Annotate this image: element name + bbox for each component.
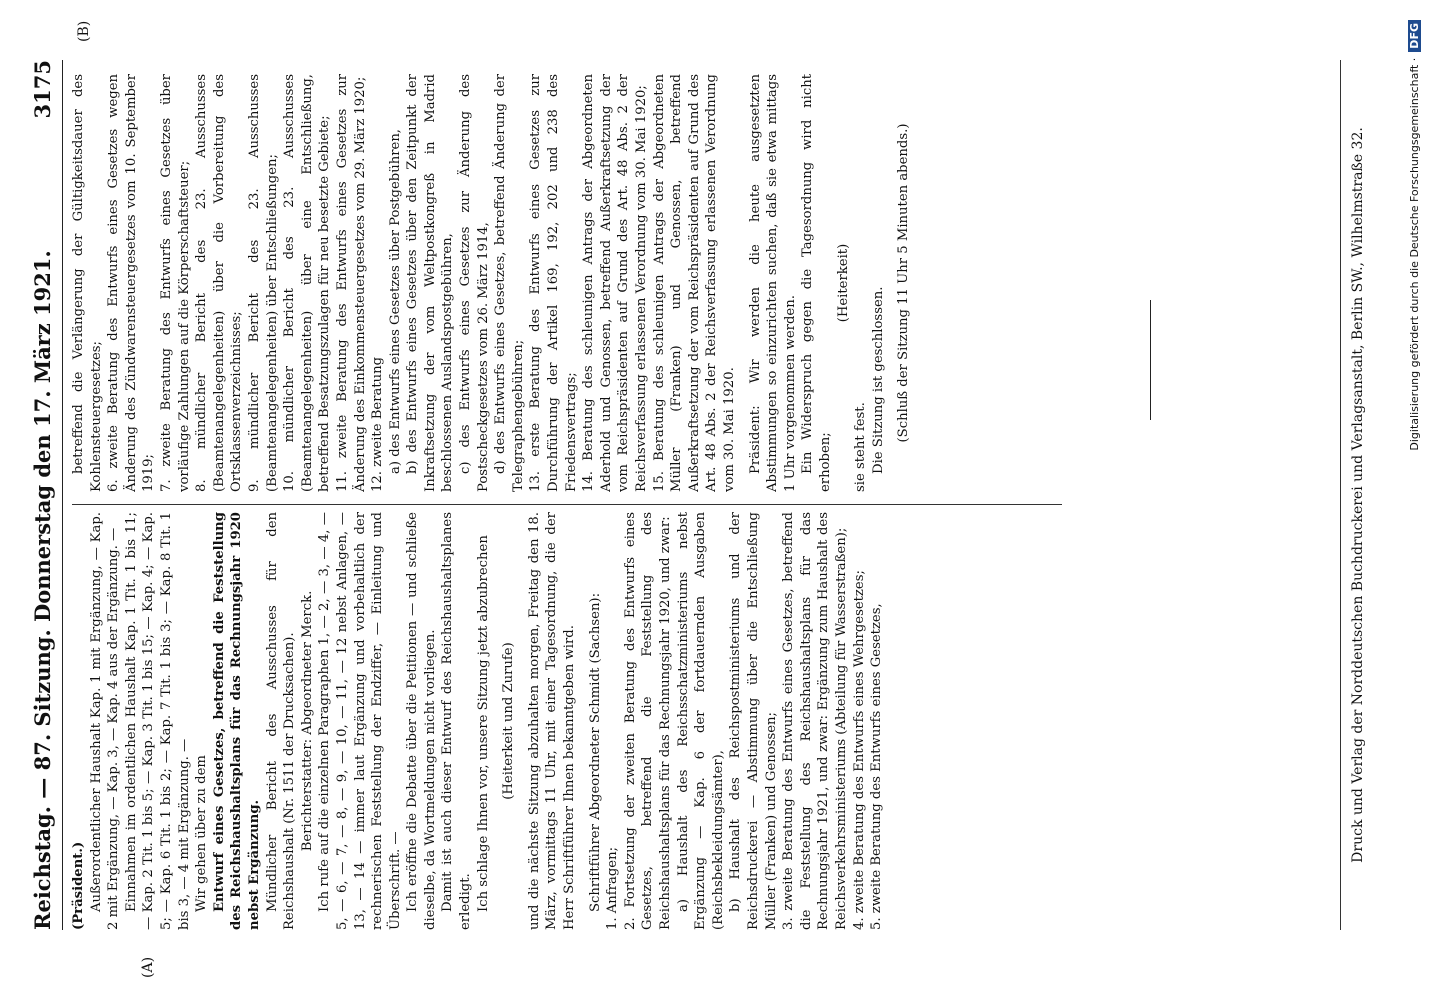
agenda-item: 4. zweite Beratung des Entwurfs eines Wehrgesetzes; bbox=[851, 570, 867, 930]
column-divider bbox=[72, 504, 1062, 505]
interjection: (Heiterkeit) bbox=[835, 243, 851, 323]
paragraph: Die Sitzung ist geschlossen. bbox=[870, 286, 886, 474]
paragraph: Ich rufe auf die einzelnen Paragraphen 1, — 2, — 3, — 4, — 5, — 6, — 7, — 8, — 9, — 10, — 11, — 12 nebst Anlagen, — 13, — 14 — immer laut Ergänzung und vorbehaltlich der rechnerischen Feststellung der Endziffer, — Einleitung und Überschrift. — bbox=[317, 512, 403, 930]
paragraph: Damit ist auch dieser Entwurf des Reichshaushaltsplanes erledigt. bbox=[440, 512, 474, 930]
page-header bbox=[30, 60, 60, 930]
paragraph: sie steht fest. bbox=[853, 402, 869, 492]
margin-marker-a: (A) bbox=[140, 956, 156, 978]
right-column bbox=[70, 74, 1070, 492]
agenda-item: 12. zweite Beratung bbox=[370, 356, 386, 492]
printer-imprint: Druck und Verlag der Norddeutschen Buchdruckerei und Verlagsanstalt, Berlin SW., Wilhelmstraße 32. bbox=[1350, 127, 1366, 863]
end-rule bbox=[1150, 300, 1151, 420]
speaker-label: Schriftführer Abgeordneter Schmidt (Sachsen): bbox=[587, 592, 603, 912]
paragraph: Mündlicher Bericht des Ausschusses für den Reichshaushalt (Nr. 1511 der Drucksachen). bbox=[264, 512, 298, 930]
paragraph: Ich eröffne die Debatte über die Petitionen — und schließe dieselbe, da Wortmeldungen nicht vorliegen. bbox=[405, 512, 438, 930]
agenda-item: 8. mündlicher Bericht des 23. Ausschusses (Beamtenangelegenheiten) über die Vorbereitung des Ortsklassenverzeichnisses; bbox=[194, 74, 245, 492]
agenda-item: 1. Anfragen; bbox=[605, 846, 621, 930]
speaker-label: (Präsident.) bbox=[71, 841, 86, 930]
paragraph: und die nächste Sitzung abzuhalten morgen, Freitag den 18. März, vormittags 11 Uhr, mit einer Tagesordnung, die der Herr Schriftführer Ihnen bekanntgeben wird. bbox=[526, 512, 578, 930]
agenda-subitem: d) des Entwurfs eines Gesetzes, betreffend Änderung der Telegraphengebühren; bbox=[493, 74, 526, 492]
agenda-subitem: c) des Entwurfs eines Gesetzes zur Änderung des Postscheckgesetzes vom 26. März 1914, bbox=[458, 74, 491, 492]
rapporteur: Berichterstatter: Abgeordneter Merck. bbox=[299, 590, 315, 852]
session-close: (Schluß der Sitzung 11 Uhr 5 Minuten abends.) bbox=[896, 123, 912, 443]
paragraph: Wir gehen über zu dem bbox=[194, 755, 210, 912]
agenda-item: 14. Beratung des schleunigen Antrags der Abgeordneten Aderhold und Genossen, betreffend Außerkraftsetzung der vom Reichspräsidenten auf Grund des Art. 48 Abs. 2 der Reichsverfassung erlassenen Verordnung vom 30. Mai 1920; bbox=[581, 74, 649, 492]
left-column bbox=[70, 512, 1070, 930]
bill-title: Entwurf eines Gesetzes, betreffend die Feststellung des Reichshaushaltsplans für das Rechnungsjahr 1920 nebst Ergänzung. bbox=[211, 512, 262, 930]
agenda-subitem: a) des Entwurfs eines Gesetzes über Postgebühren, bbox=[387, 129, 403, 474]
agenda-item: 7. zweite Beratung des Entwurfs eines Gesetzes über vorläufige Zahlungen auf die Körperschaftsteuer; bbox=[158, 74, 192, 492]
agenda-subitem: b) Haushalt des Reichspostministeriums und der Reichsdruckerei — Abstimmung über die Entschließung Müller (Franken) und Genossen; bbox=[728, 512, 779, 930]
digitization-note bbox=[1408, 20, 1421, 980]
agenda-item: 6. zweite Beratung des Entwurfs eines Gesetzes wegen Änderung des Zündwarensteuergesetzes vom 10. September 1919; bbox=[106, 74, 157, 492]
paragraph: Außerordentlicher Haushalt Kap. 1 mit Ergänzung, — Kap. 2 mit Ergänzung, — Kap. 3, — Kap. 4 aus der Ergänzung. — bbox=[88, 512, 122, 930]
paragraph: Ein Widerspruch gegen die Tagesordnung wird nicht erhoben; bbox=[800, 74, 833, 492]
interjection: (Heiterkeit und Zurufe) bbox=[501, 642, 517, 800]
agenda-subitem: b) des Entwurfs eines Gesetzes über den Zeitpunkt der Inkraftsetzung der vom Weltpostkongreß in Madrid beschlossenen Auslandspostgebühren, bbox=[405, 74, 456, 492]
agenda-item: 5. zweite Beratung des Entwurfs eines Gesetzes, bbox=[869, 603, 885, 930]
agenda-item: 10. mündlicher Bericht des 23. Ausschusses (Beamtenangelegenheiten) über eine Entschließung, betreffend Besatzungszulagen für neu besetzte Gebiete; bbox=[282, 74, 333, 492]
agenda-item: 9. mündlicher Bericht des 23. Ausschusses (Beamtenangelegenheiten) über Entschließungen; bbox=[246, 74, 280, 492]
footer-rule bbox=[1340, 60, 1341, 930]
president-statement: Präsident: Wir werden die heute ausgesetzten Abstimmungen so einzurichten suchen, daß sie etwa mittags 1 Uhr vorgenommen werden. bbox=[747, 74, 798, 492]
agenda-item: 2. Fortsetzung der zweiten Beratung des Entwurfs eines Gesetzes, betreffend die Feststellung des Reichshaushaltsplans für das Rechnungsjahr 1920, und zwar: bbox=[622, 512, 673, 930]
agenda-item: 13. erste Beratung des Entwurfs eines Gesetzes zur Durchführung der Artikel 169, 192, 202 und 238 des Friedensvertrags; bbox=[528, 74, 579, 492]
agenda-subitem: a) Haushalt des Reichsschatzministeriums nebst Ergänzung — Kap. 6 der fortdauernden Ausgaben (Reichsbekleidungsämter), bbox=[675, 512, 726, 930]
agenda-item: betreffend die Verlängerung der Gültigkeitsdauer des Kohlensteuergesetzes; bbox=[71, 74, 104, 492]
header-title: Reichstag. — 87. Sitzung. Donnerstag den 17. März 1921. bbox=[30, 250, 55, 930]
header-rule bbox=[62, 60, 63, 930]
agenda-item: 11. zweite Beratung des Entwurfs eines Gesetzes zur Änderung des Einkommensteuergesetzes vom 29. März 1920; bbox=[334, 74, 368, 492]
page-number: 3175 bbox=[30, 60, 55, 119]
paragraph: Einnahmen im ordentlichen Haushalt Kap. 1 Tit. 1 bis 11; — Kap. 2 Tit. 1 bis 5; — Kap. 3 Tit. 1 bis 15; — Kap. 4; — Kap. 5; — Kap. 6 Tit. 1 bis 2; — Kap. 7 Tit. 1 bis 3; — Kap. 8 Tit. 1 bis 3, — 4 mit Ergänzung. — bbox=[123, 512, 192, 930]
margin-marker-b: (B) bbox=[76, 20, 92, 42]
agenda-item: 15. Beratung des schleunigen Antrags der Abgeordneten Müller (Franken) und Genossen, betreffend Außerkraftsetzung der vom Reichspräsidenten auf Grund des Art. 48 Abs. 2 der Reichsverfassung erlassenen Verordnung vom 30. Mai 1920. bbox=[651, 74, 737, 492]
paragraph: Ich schlage Ihnen vor, unsere Sitzung jetzt abzubrechen bbox=[475, 535, 491, 912]
dfg-logo: DFG bbox=[1408, 20, 1421, 52]
digitization-text: Digitalisierung gefördert durch die Deutsche Forschungsgemeinschaft · bbox=[1408, 57, 1421, 451]
agenda-item: 3. zweite Beratung des Entwurfs eines Gesetzes, betreffend die Feststellung des Reichshaushaltsplans für das Rechnungsjahr 1921, und zwar: Ergänzung zum Haushalt des Reichsverkehrsministeriums (Abteilung für Wasserstraßen); bbox=[781, 512, 849, 930]
